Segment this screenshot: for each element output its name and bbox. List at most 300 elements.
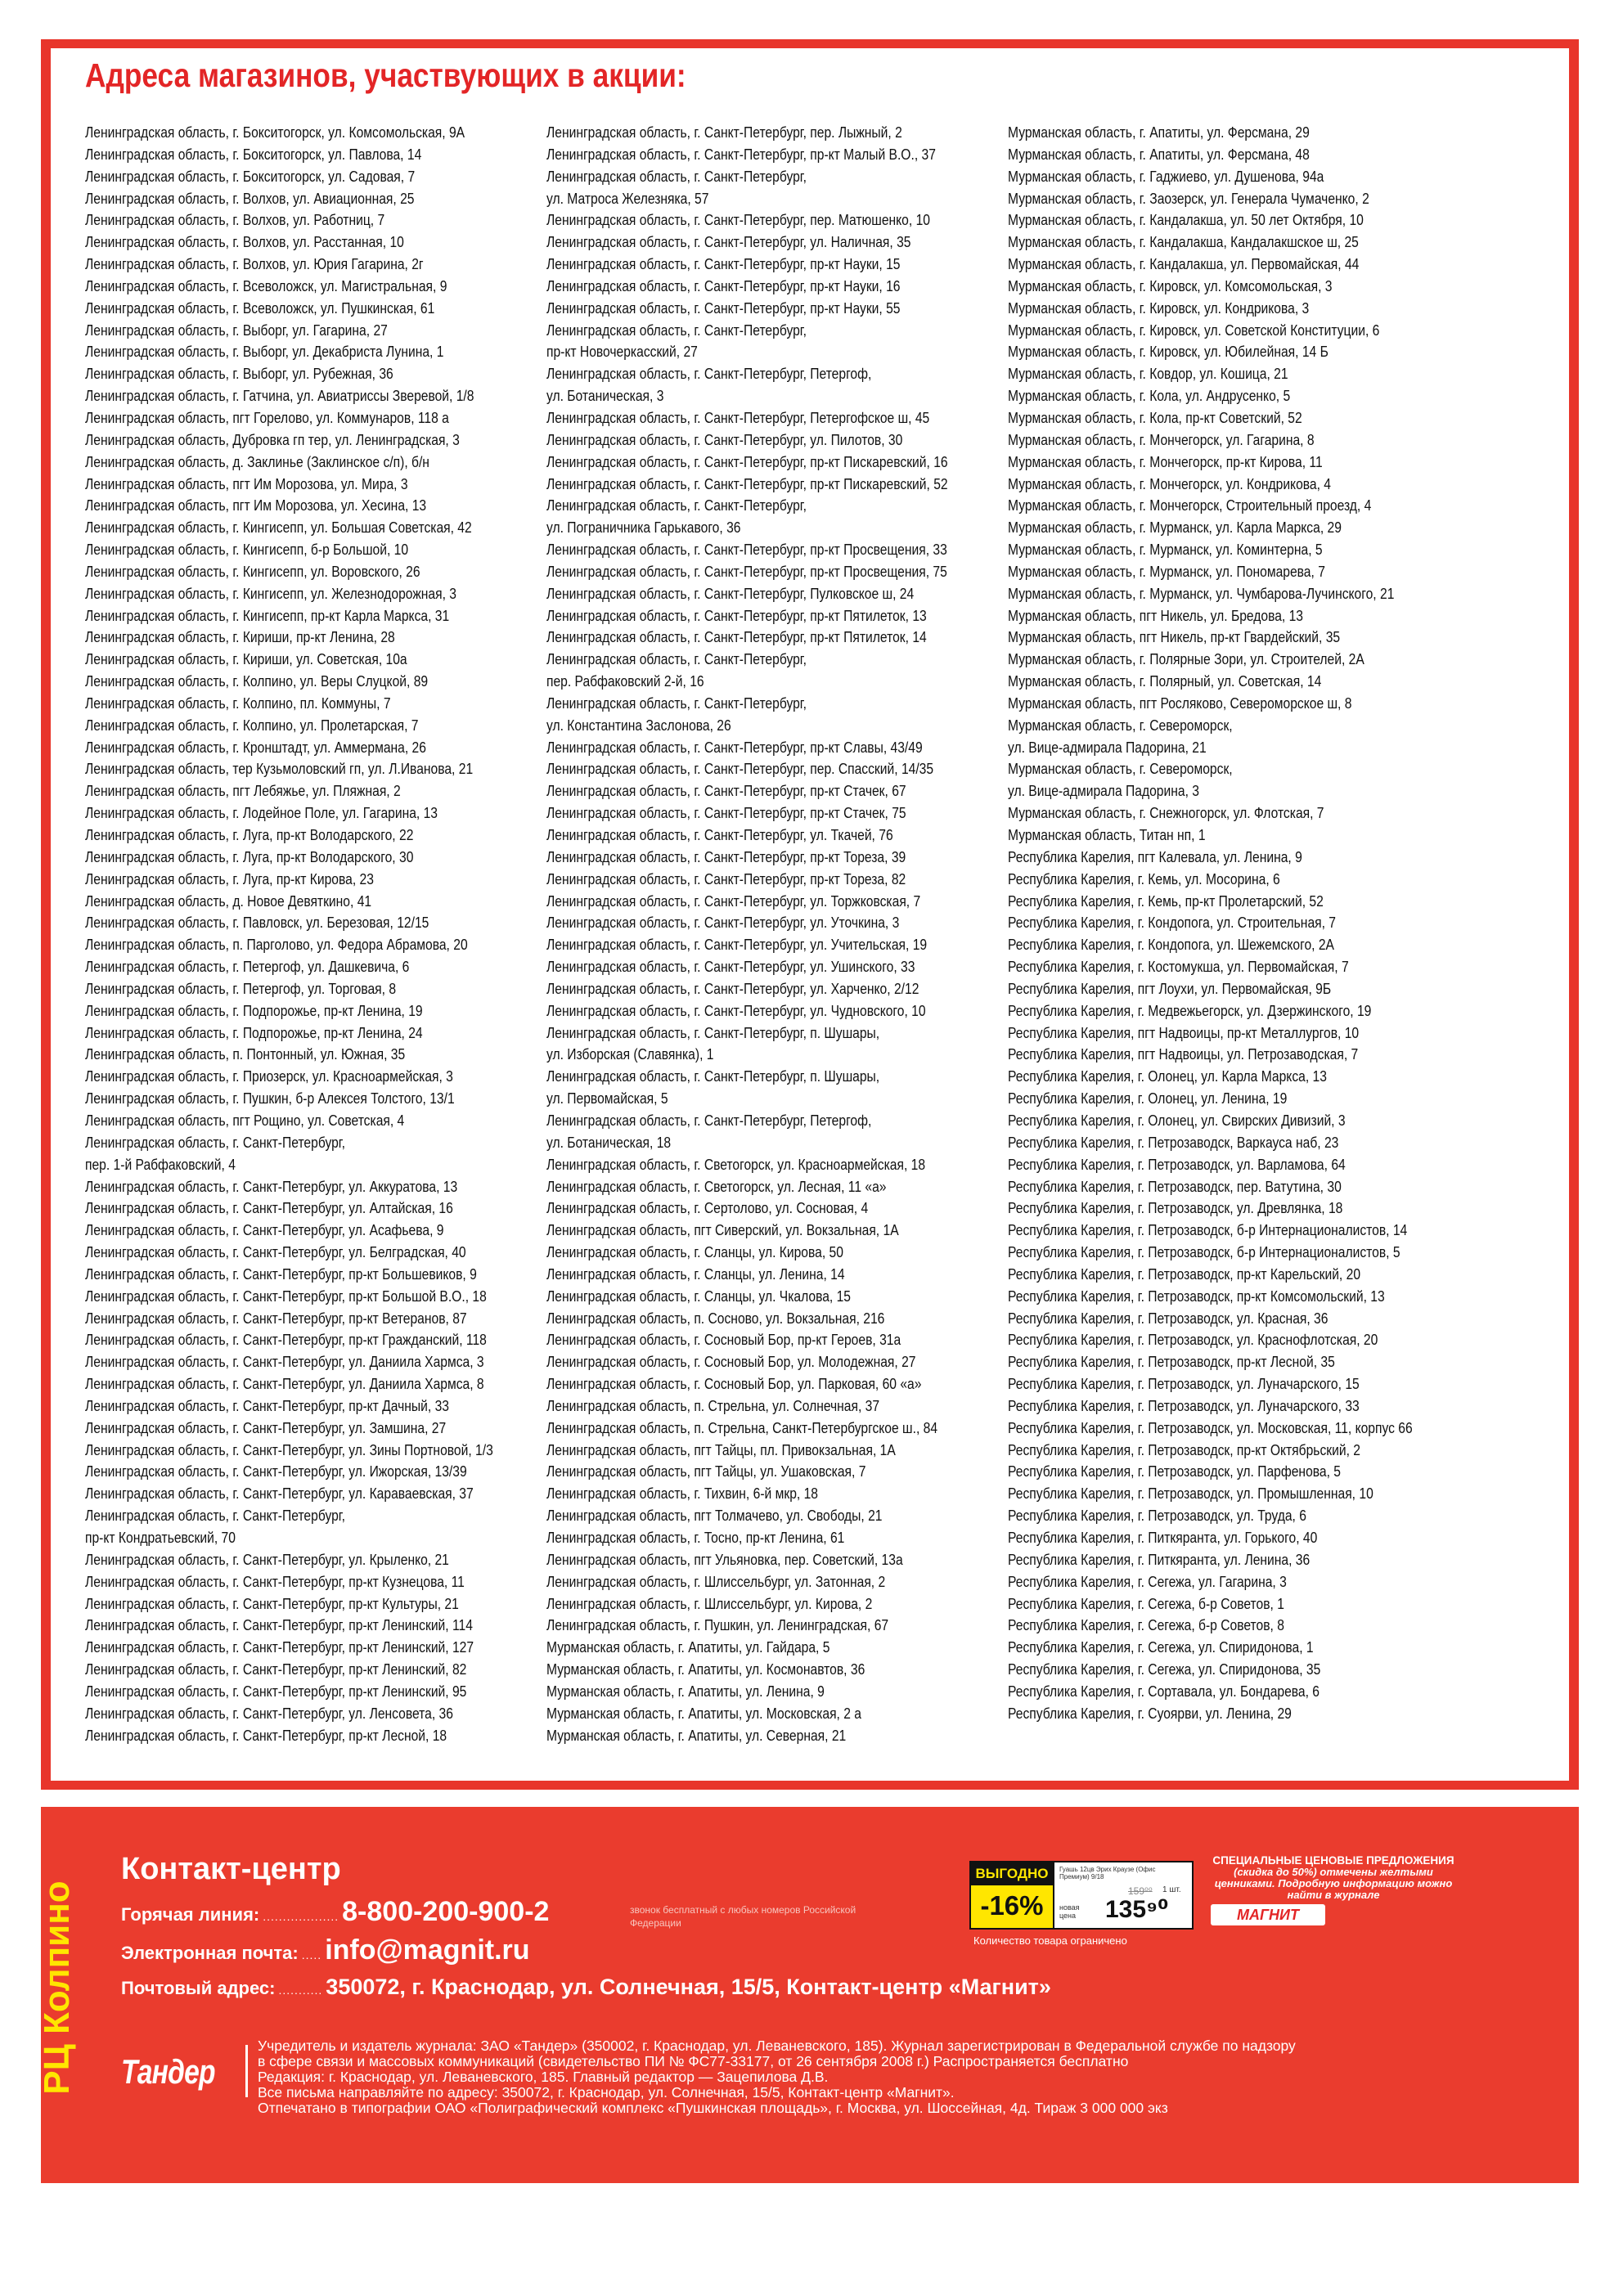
address-line xyxy=(1008,363,1466,385)
address-line xyxy=(546,231,1005,254)
address-line xyxy=(85,1637,543,1659)
address-line xyxy=(1008,1286,1466,1308)
address-line xyxy=(85,276,543,298)
address-text: Ленинградская область, п. Парголово, ул. Федора Абрамова, 20 xyxy=(85,937,468,954)
address-text: Республика Карелия, г. Сегежа, б-р Советов, 1 xyxy=(1008,1595,1284,1612)
address-line xyxy=(85,1000,543,1022)
address-text: Республика Карелия, г. Кондопога, ул. Шежемского, 2А xyxy=(1008,937,1334,954)
address-text: Ленинградская область, г. Волхов, ул. Расстанная, 10 xyxy=(85,234,404,251)
address-text: Республика Карелия, г. Петрозаводск, ул. Парфенова, 5 xyxy=(1008,1463,1341,1480)
email-link[interactable]: info@magnit.ru xyxy=(325,1934,530,1966)
address-line xyxy=(85,1483,543,1505)
address-text: Ленинградская область, г. Санкт-Петербург, пр-кт Стачек, 75 xyxy=(546,805,906,822)
address-line xyxy=(85,1615,543,1637)
address-line xyxy=(546,166,1005,188)
address-text: Республика Карелия, г. Петрозаводск, ул. Красная, 36 xyxy=(1008,1310,1329,1327)
address-line xyxy=(85,1329,543,1351)
address-line xyxy=(546,385,1005,407)
address-text: ул. Ботаническая, 3 xyxy=(546,388,664,405)
address-text: Республика Карелия, г. Сегежа, ул. Гагарина, 3 xyxy=(1008,1573,1287,1590)
address-line xyxy=(546,452,1005,474)
address-text: Ленинградская область, г. Санкт-Петербург, пр-кт Гражданский, 118 xyxy=(85,1332,487,1349)
old-price: 159⁰⁰ xyxy=(1128,1885,1153,1897)
imprint-line: Учредитель и издатель журнала: ЗАО «Тандер» (350002, г. Краснодар, ул. Леваневского, 185). Журнал зарегистрирован в Федеральной службе по надзору xyxy=(258,2038,1296,2054)
address-line xyxy=(546,1681,1005,1703)
address-text: Ленинградская область, г. Колпино, ул. Веры Слуцкой, 89 xyxy=(85,673,429,690)
address-line xyxy=(85,802,543,824)
address-text: Ленинградская область, г. Санкт-Петербург, пр-кт Ленинский, 82 xyxy=(85,1661,467,1678)
address-text: Ленинградская область, г. Санкт-Петербург, Петергофское ш, 45 xyxy=(546,409,930,426)
address-line xyxy=(1008,891,1466,913)
address-line xyxy=(85,144,543,166)
address-line xyxy=(546,1176,1005,1198)
address-line xyxy=(85,1286,543,1308)
address-line xyxy=(85,780,543,802)
address-line xyxy=(85,693,543,715)
address-line xyxy=(1008,122,1466,144)
address-text: Ленинградская область, г. Всеволожск, ул. Пушкинская, 61 xyxy=(85,299,435,317)
address-text: Мурманская область, г. Кандалакша, ул. Первомайская, 44 xyxy=(1008,256,1360,273)
address-line xyxy=(546,1549,1005,1571)
address-line xyxy=(546,1066,1005,1088)
address-line xyxy=(1008,1659,1466,1681)
address-line xyxy=(546,1197,1005,1220)
discount-percent: -16% xyxy=(980,1890,1044,1921)
address-line xyxy=(546,1440,1005,1462)
discount-tag xyxy=(969,1861,1054,1930)
address-text: Ленинградская область, пгт Им Морозова, ул. Мира, 3 xyxy=(85,475,408,492)
address-text: Мурманская область, г. Мончегорск, Строительный проезд, 4 xyxy=(1008,497,1372,514)
address-line xyxy=(546,1351,1005,1373)
address-text: Ленинградская область, г. Санкт-Петербург, ул. Караваевская, 37 xyxy=(85,1485,474,1503)
hotline-row xyxy=(121,1896,549,1929)
address-text: Республика Карелия, г. Кемь, ул. Мосорина, 6 xyxy=(1008,870,1280,887)
address-line xyxy=(85,824,543,847)
address-text: Мурманская область, г. Кировск, ул. Кондрикова, 3 xyxy=(1008,299,1310,317)
address-text: Ленинградская область, г. Кингисепп, б-р Большой, 10 xyxy=(85,541,409,559)
address-line xyxy=(85,341,543,363)
address-line xyxy=(546,144,1005,166)
address-line xyxy=(1008,1418,1466,1440)
address-line xyxy=(85,605,543,627)
imprint-line: Все письма направляйте по адресу: 350072, г. Краснодар, ул. Солнечная, 15/5, Контакт-центр «Магнит». xyxy=(258,2084,955,2101)
address-line xyxy=(546,1044,1005,1066)
address-text: Республика Карелия, г. Кондопога, ул. Строительная, 7 xyxy=(1008,914,1337,932)
address-line xyxy=(1008,429,1466,452)
address-line xyxy=(1008,166,1466,188)
address-line xyxy=(546,363,1005,385)
address-text: Мурманская область, пгт Никель, ул. Бредова, 13 xyxy=(1008,607,1304,624)
address-text: Республика Карелия, г. Питкяранта, ул. Ленина, 36 xyxy=(1008,1551,1311,1568)
address-line xyxy=(85,1703,543,1725)
address-text: Ленинградская область, г. Санкт-Петербург, ул. Ленсовета, 36 xyxy=(85,1705,453,1722)
address-text: ул. Изборская (Славянка), 1 xyxy=(546,1046,714,1063)
address-line xyxy=(1008,737,1466,759)
address-line xyxy=(1008,869,1466,891)
address-text: Ленинградская область, г. Санкт-Петербург, пр-кт Науки, 55 xyxy=(546,299,901,317)
address-line xyxy=(85,188,543,210)
address-line xyxy=(546,474,1005,496)
address-line xyxy=(85,1527,543,1549)
imprint-line: в сфере связи и массовых коммуникаций (свидетельство ПИ № ФС77-33177, от 26 сентября 2008 г.) Распространяется бесплатно xyxy=(258,2053,1129,2069)
address-text: Ленинградская область, г. Подпорожье, пр-кт Ленина, 19 xyxy=(85,1002,423,1019)
address-line xyxy=(1008,1022,1466,1045)
address-text: Ленинградская область, г. Петергоф, ул. Торговая, 8 xyxy=(85,980,397,997)
address-line xyxy=(1008,1197,1466,1220)
address-text: Ленинградская область, пгт Им Морозова, ул. Хесина, 13 xyxy=(85,497,427,514)
address-text: Ленинградская область, г. Санкт-Петербург, пр-кт Ветеранов, 87 xyxy=(85,1310,467,1327)
address-text: Ленинградская область, г. Санкт-Петербург, пр-кт Науки, 16 xyxy=(546,277,901,294)
email-row xyxy=(121,1934,530,1967)
address-text: Ленинградская область, г. Санкт-Петербург, ул. Крыленко, 21 xyxy=(85,1551,449,1568)
address-text: Мурманская область, г. Апатиты, ул. Ферсмана, 48 xyxy=(1008,146,1310,163)
address-text: Республика Карелия, г. Петрозаводск, ул. Московская, 11, корпус 66 xyxy=(1008,1419,1413,1436)
address-line xyxy=(546,1022,1005,1045)
address-text: Мурманская область, г. Апатиты, ул. Московская, 2 а xyxy=(546,1705,861,1722)
address-line xyxy=(85,1571,543,1593)
address-text: Республика Карелия, г. Петрозаводск, б-р Интернационалистов, 14 xyxy=(1008,1222,1408,1239)
address-text: Ленинградская область, г. Санкт-Петербург, пр-кт Пискаревский, 52 xyxy=(546,475,948,492)
address-line xyxy=(85,1395,543,1418)
address-line xyxy=(85,122,543,144)
address-line xyxy=(1008,1242,1466,1264)
leader-dots: ..... xyxy=(301,1948,322,1961)
address-text: Ленинградская область, г. Санкт-Петербург, пр-кт Стачек, 67 xyxy=(546,783,906,800)
address-text: Ленинградская область, г. Санкт-Петербург, ул. Учительская, 19 xyxy=(546,937,928,954)
address-line xyxy=(546,254,1005,276)
address-text: Ленинградская область, г. Санкт-Петербург, ул. Уточкина, 3 xyxy=(546,914,900,932)
address-text: Мурманская область, Титан нп, 1 xyxy=(1008,827,1206,843)
address-line xyxy=(546,1637,1005,1659)
address-line xyxy=(1008,1527,1466,1549)
address-line xyxy=(1008,1176,1466,1198)
address-text: Мурманская область, г. Мончегорск, ул. Гагарина, 8 xyxy=(1008,431,1315,448)
address-text: Ленинградская область, г. Санкт-Петербург, пр-кт Кузнецова, 11 xyxy=(85,1573,465,1590)
address-line xyxy=(1008,1154,1466,1176)
address-line xyxy=(546,715,1005,737)
address-line xyxy=(85,1725,543,1747)
address-text: Республика Карелия, г. Петрозаводск, пр-кт Октябрьский, 2 xyxy=(1008,1441,1360,1458)
address-text: Республика Карелия, г. Петрозаводск, ул. Древлянка, 18 xyxy=(1008,1200,1343,1217)
address-line xyxy=(85,1110,543,1132)
address-line xyxy=(546,209,1005,231)
address-text: Ленинградская область, пгт Ульяновка, пер. Советский, 13а xyxy=(546,1551,903,1568)
new-price-label: новая цена xyxy=(1059,1903,1080,1920)
address-line xyxy=(1008,1264,1466,1286)
address-text: Мурманская область, г. Полярный, ул. Советская, 14 xyxy=(1008,673,1322,690)
address-line xyxy=(85,1351,543,1373)
address-line xyxy=(1008,693,1466,715)
address-text: Мурманская область, г. Североморск, xyxy=(1008,761,1233,778)
address-line xyxy=(546,869,1005,891)
leader-dots: ................... xyxy=(263,1910,339,1923)
address-line xyxy=(1008,1220,1466,1242)
address-line xyxy=(546,1264,1005,1286)
address-line xyxy=(1008,802,1466,824)
address-line xyxy=(85,956,543,978)
address-text: Мурманская область, г. Мурманск, ул. Коминтерна, 5 xyxy=(1008,541,1323,559)
address-line xyxy=(1008,231,1466,254)
address-text: Ленинградская область, пгт Тайцы, ул. Ушаковская, 7 xyxy=(546,1463,866,1480)
address-line xyxy=(1008,1593,1466,1615)
address-text: Мурманская область, г. Кировск, ул. Советской Конституции, 6 xyxy=(1008,321,1380,339)
address-line xyxy=(546,1505,1005,1527)
address-line xyxy=(546,1154,1005,1176)
address-line xyxy=(1008,539,1466,561)
address-line xyxy=(85,298,543,320)
address-text: Ленинградская область, г. Санкт-Петербург, xyxy=(546,694,807,712)
address-text: Республика Карелия, пгт Надвоицы, ул. Петрозаводская, 7 xyxy=(1008,1046,1359,1063)
address-line xyxy=(546,1615,1005,1637)
address-line xyxy=(546,1286,1005,1308)
address-text: Ленинградская область, г. Тихвин, 6-й мкр, 18 xyxy=(546,1485,819,1503)
address-line xyxy=(1008,1132,1466,1154)
address-text: Ленинградская область, тер Кузьмоловский гп, ул. Л.Иванова, 21 xyxy=(85,761,474,778)
address-text: ул. Вице-адмирала Падорина, 21 xyxy=(1008,739,1207,756)
address-line xyxy=(1008,847,1466,869)
address-text: Ленинградская область, пгт Толмачево, ул. Свободы, 21 xyxy=(546,1507,883,1525)
address-text: Ленинградская область, г. Санкт-Петербург, пр-кт Славы, 43/49 xyxy=(546,739,923,756)
address-text: Ленинградская область, г. Санкт-Петербург, пр-кт Тореза, 82 xyxy=(546,870,906,887)
address-text: Ленинградская область, г. Бокситогорск, ул. Комсомольская, 9А xyxy=(85,124,465,141)
address-text: Республика Карелия, г. Сегежа, ул. Спиридонова, 1 xyxy=(1008,1639,1314,1656)
address-line xyxy=(85,671,543,693)
address-text: пр-кт Новочеркасский, 27 xyxy=(546,344,698,361)
address-text: Ленинградская область, г. Санкт-Петербург, ул. Харченко, 2/12 xyxy=(546,980,919,997)
address-text: Мурманская область, г. Мончегорск, ул. Кондрикова, 4 xyxy=(1008,475,1332,492)
address-text: Республика Карелия, г. Олонец, ул. Ленина, 19 xyxy=(1008,1090,1288,1108)
address-line xyxy=(546,1527,1005,1549)
address-line xyxy=(85,517,543,539)
hotline-label: Горячая линия: xyxy=(121,1904,260,1925)
address-text: Республика Карелия, г. Петрозаводск, ул. Луначарского, 15 xyxy=(1008,1376,1360,1393)
address-line xyxy=(85,254,543,276)
imprint-line: Отпечатано в типографии ОАО «Полиграфический комплекс «Пушкинская площадь», г. Москва, ул. Шоссейная, 4д. Тираж 3 000 000 экз xyxy=(258,2100,1168,2116)
address-line xyxy=(85,1373,543,1395)
address-text: Мурманская область, г. Мончегорск, пр-кт Кирова, 11 xyxy=(1008,453,1323,470)
address-text: Мурманская область, г. Апатиты, ул. Северная, 21 xyxy=(546,1727,847,1744)
address-text: пр-кт Кондратьевский, 70 xyxy=(85,1530,236,1546)
address-text: Ленинградская область, г. Кириши, ул. Советская, 10а xyxy=(85,651,407,668)
address-line xyxy=(1008,627,1466,649)
address-text: Ленинградская область, г. Санкт-Петербург, ул. Белградская, 40 xyxy=(85,1244,466,1261)
address-text: Ленинградская область, г. Санкт-Петербург, пр-кт Просвещения, 33 xyxy=(546,541,947,559)
address-text: Ленинградская область, г. Санкт-Петербург, п. Шушары, xyxy=(546,1024,880,1041)
address-text: Мурманская область, г. Кола, ул. Андрусенко, 5 xyxy=(1008,388,1291,405)
address-line xyxy=(85,231,543,254)
address-column-2 xyxy=(546,122,1005,1746)
address-text: Ленинградская область, г. Санкт-Петербург, пр-кт Пискаревский, 16 xyxy=(546,453,948,470)
logo-divider xyxy=(245,2045,248,2097)
address-text: Ленинградская область, г. Санкт-Петербург, пр-кт Просвещения, 75 xyxy=(546,563,947,580)
address-text: Ленинградская область, г. Луга, пр-кт Володарского, 22 xyxy=(85,827,414,843)
product-name: Гуашь 12цв Эрих Краузе (Офис Премиум) 9/18 xyxy=(1059,1866,1156,1880)
address-line xyxy=(546,495,1005,517)
address-text: Республика Карелия, г. Сегежа, б-р Советов, 8 xyxy=(1008,1617,1284,1634)
price-card xyxy=(1053,1861,1194,1930)
address-text: Ленинградская область, г. Санкт-Петербург, п. Шушары, xyxy=(546,1068,880,1085)
hotline-number-link[interactable]: 8-800-200-900-2 xyxy=(342,1896,550,1927)
address-line xyxy=(85,737,543,759)
address-text: Ленинградская область, г. Пушкин, ул. Ленинградская, 67 xyxy=(546,1617,889,1634)
address-text: Ленинградская область, г. Санкт-Петербург, xyxy=(85,1507,345,1525)
address-text: Ленинградская область, г. Санкт-Петербург, пр-кт Ленинский, 127 xyxy=(85,1639,474,1656)
address-text: Мурманская область, г. Мурманск, ул. Пономарева, 7 xyxy=(1008,563,1325,580)
address-line xyxy=(546,341,1005,363)
address-line xyxy=(85,1461,543,1483)
address-text: Ленинградская область, г. Санкт-Петербург, xyxy=(546,651,807,668)
address-line xyxy=(546,1220,1005,1242)
address-line xyxy=(546,1418,1005,1440)
address-line xyxy=(546,780,1005,802)
sample-price-tag xyxy=(969,1844,1190,1934)
address-line xyxy=(546,276,1005,298)
distribution-center-label: РЦ Колпино xyxy=(37,1880,77,2095)
address-line xyxy=(546,1461,1005,1483)
address-line xyxy=(1008,188,1466,210)
page-heading: Адреса магазинов, участвующих в акции: xyxy=(85,56,686,94)
address-line xyxy=(546,1395,1005,1418)
address-text: Ленинградская область, г. Санкт-Петербург, xyxy=(546,168,807,185)
address-text: Ленинградская область, г. Санкт-Петербург, ул. Ижорская, 13/39 xyxy=(85,1463,467,1480)
address-line xyxy=(1008,758,1466,780)
address-text: Ленинградская область, г. Санкт-Петербург, пр-кт Науки, 15 xyxy=(546,256,901,273)
address-line xyxy=(546,1308,1005,1330)
address-text: ул. Матроса Железняка, 57 xyxy=(546,190,709,207)
address-line xyxy=(546,956,1005,978)
address-text: Республика Карелия, г. Суоярви, ул. Ленина, 29 xyxy=(1008,1705,1292,1722)
address-text: Ленинградская область, г. Санкт-Петербург, ул. Замшина, 27 xyxy=(85,1419,447,1436)
address-text: Ленинградская область, г. Санкт-Петербург, пер. Матюшенко, 10 xyxy=(546,212,930,229)
address-text: Ленинградская область, п. Стрельна, Санкт-Петербургское ш., 84 xyxy=(546,1419,938,1436)
address-line xyxy=(546,1132,1005,1154)
address-text: ул. Первомайская, 5 xyxy=(546,1090,668,1108)
address-text: Ленинградская область, п. Понтонный, ул. Южная, 35 xyxy=(85,1046,406,1063)
address-line xyxy=(1008,1483,1466,1505)
address-text: Ленинградская область, г. Санкт-Петербург, пр-кт Ленинский, 95 xyxy=(85,1683,467,1700)
address-text: Ленинградская область, г. Санкт-Петербург, ул. Ткачей, 76 xyxy=(546,827,893,843)
address-line xyxy=(1008,649,1466,671)
address-line xyxy=(546,1329,1005,1351)
address-line xyxy=(1008,1571,1466,1593)
address-text: Ленинградская область, г. Сосновый Бор, ул. Молодежная, 27 xyxy=(546,1354,916,1371)
address-text: Республика Карелия, г. Олонец, ул. Карла Маркса, 13 xyxy=(1008,1068,1327,1085)
address-text: Ленинградская область, г. Светогорск, ул. Лесная, 11 «а» xyxy=(546,1178,887,1195)
address-line xyxy=(85,1022,543,1045)
address-line xyxy=(85,583,543,605)
address-line xyxy=(1008,1351,1466,1373)
address-line xyxy=(85,1044,543,1066)
address-line xyxy=(546,320,1005,342)
address-text: ул. Вице-адмирала Падорина, 3 xyxy=(1008,783,1199,800)
address-line xyxy=(546,122,1005,144)
address-line xyxy=(546,583,1005,605)
address-line xyxy=(546,1703,1005,1725)
address-text: Ленинградская область, г. Выборг, ул. Гагарина, 27 xyxy=(85,321,388,339)
address-line xyxy=(546,649,1005,671)
address-line xyxy=(85,649,543,671)
address-text: Ленинградская область, г. Санкт-Петербург, ул. Аккуратова, 13 xyxy=(85,1178,458,1195)
address-line xyxy=(1008,385,1466,407)
address-text: Республика Карелия, г. Питкяранта, ул. Горького, 40 xyxy=(1008,1530,1318,1546)
postal-label: Почтовый адрес: xyxy=(121,1978,276,1998)
address-text: Ленинградская область, г. Волхов, ул. Юрия Гагарина, 2г xyxy=(85,256,424,273)
address-text: Ленинградская область, г. Сертолово, ул. Сосновая, 4 xyxy=(546,1200,869,1217)
address-text: Ленинградская область, пгт Тайцы, пл. Привокзальная, 1А xyxy=(546,1441,896,1458)
address-line xyxy=(546,1725,1005,1747)
address-line xyxy=(85,978,543,1000)
address-line xyxy=(85,1132,543,1154)
address-text: Ленинградская область, г. Санкт-Петербург, ул. Даниила Хармса, 3 xyxy=(85,1354,484,1371)
magnit-logo: МАГНИТ xyxy=(1211,1904,1325,1925)
address-line xyxy=(85,891,543,913)
address-line xyxy=(1008,407,1466,429)
address-line xyxy=(546,1483,1005,1505)
leader-dots: ........... xyxy=(278,1984,323,1997)
address-line xyxy=(1008,1110,1466,1132)
address-line xyxy=(1008,1461,1466,1483)
address-text: ул. Константина Заслонова, 26 xyxy=(546,717,731,734)
address-text: Ленинградская область, п. Сосново, ул. Вокзальная, 216 xyxy=(546,1310,885,1327)
address-line xyxy=(1008,715,1466,737)
address-text: Ленинградская область, г. Колпино, пл. Коммуны, 7 xyxy=(85,694,391,712)
address-line xyxy=(1008,209,1466,231)
address-line xyxy=(1008,1549,1466,1571)
address-text: Республика Карелия, г. Петрозаводск, б-р Интернационалистов, 5 xyxy=(1008,1244,1400,1261)
imprint-line: Редакция: г. Краснодар, ул. Леваневского, 185. Главный редактор — Зацепилова Д.В. xyxy=(258,2069,829,2085)
address-text: Ленинградская область, пгт Сиверский, ул. Вокзальная, 1А xyxy=(546,1222,899,1239)
address-line xyxy=(85,1197,543,1220)
address-text: Мурманская область, г. Апатиты, ул. Космонавтов, 36 xyxy=(546,1661,865,1678)
address-line xyxy=(1008,561,1466,583)
address-line xyxy=(546,891,1005,913)
address-text: Ленинградская область, г. Санкт-Петербург, xyxy=(546,497,807,514)
address-text: Ленинградская область, г. Санкт-Петербург, пер. Лыжный, 2 xyxy=(546,124,902,141)
address-line xyxy=(85,209,543,231)
address-text: Мурманская область, г. Мурманск, ул. Чумбарова-Лучинского, 21 xyxy=(1008,585,1395,602)
address-line xyxy=(546,934,1005,956)
address-text: Ленинградская область, г. Сланцы, ул. Чкалова, 15 xyxy=(546,1287,852,1305)
email-label: Электронная почта: xyxy=(121,1943,299,1963)
address-text: Ленинградская область, г. Колпино, ул. Пролетарская, 7 xyxy=(85,717,419,734)
address-line xyxy=(1008,1088,1466,1110)
postal-row xyxy=(121,1975,1051,2007)
address-line xyxy=(85,385,543,407)
address-text: Ленинградская область, г. Санкт-Петербург, Пулковское ш, 24 xyxy=(546,585,915,602)
address-line xyxy=(85,1220,543,1242)
address-line xyxy=(85,1418,543,1440)
address-line xyxy=(85,1659,543,1681)
address-text: Ленинградская область, г. Сосновый Бор, пр-кт Героев, 31а xyxy=(546,1332,901,1349)
address-text: Ленинградская область, Дубровка гп тер, ул. Ленинградская, 3 xyxy=(85,431,460,448)
address-line xyxy=(85,1440,543,1462)
address-line xyxy=(85,495,543,517)
address-line xyxy=(546,693,1005,715)
address-line xyxy=(546,802,1005,824)
address-line xyxy=(1008,495,1466,517)
address-line xyxy=(85,166,543,188)
address-line xyxy=(1008,956,1466,978)
address-line xyxy=(546,298,1005,320)
address-text: Республика Карелия, пгт Лоухи, ул. Первомайская, 9Б xyxy=(1008,980,1332,997)
address-text: Ленинградская область, г. Санкт-Петербург, xyxy=(85,1134,345,1151)
address-text: Мурманская область, г. Североморск, xyxy=(1008,717,1233,734)
address-text: Ленинградская область, г. Шлиссельбург, ул. Затонная, 2 xyxy=(546,1573,886,1590)
address-text: Ленинградская область, г. Санкт-Петербург, xyxy=(546,321,807,339)
address-text: Мурманская область, г. Апатиты, ул. Ленина, 9 xyxy=(546,1683,825,1700)
address-text: Ленинградская область, г. Санкт-Петербург, пр-кт Пятилеток, 14 xyxy=(546,629,927,646)
address-text: Мурманская область, г. Кировск, ул. Юбилейная, 14 Б xyxy=(1008,344,1329,361)
